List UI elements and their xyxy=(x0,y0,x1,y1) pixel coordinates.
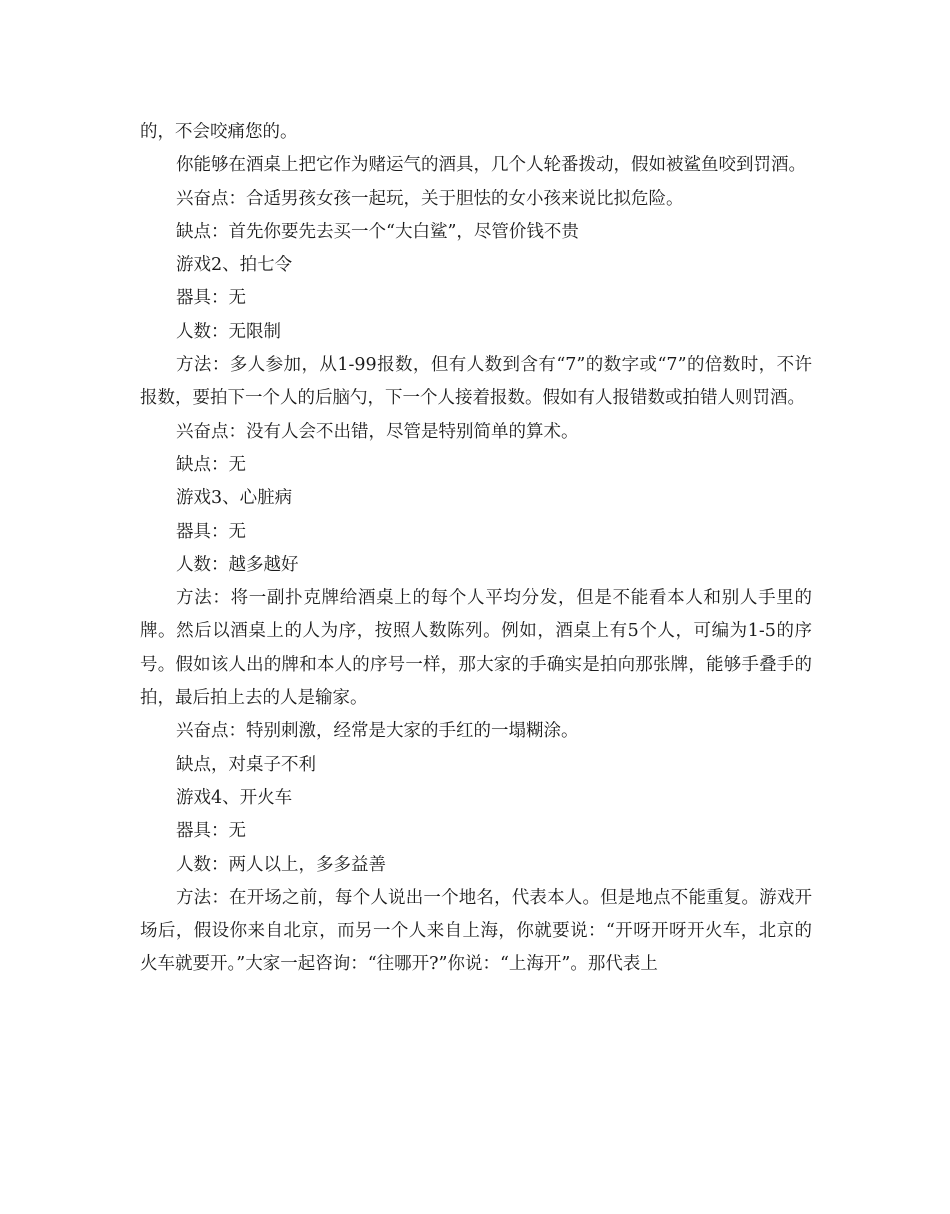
paragraph-11: 游戏3、心脏病 xyxy=(176,488,293,509)
paragraph-16: 缺点，对桌子不利 xyxy=(176,754,316,775)
paragraph-3: 兴奋点：合适男孩女孩一起玩，关于胆怯的女小孩来说比拟危险。 xyxy=(176,188,684,209)
paragraph-13: 人数：越多越好 xyxy=(176,554,299,575)
paragraph-5: 游戏2、拍七令 xyxy=(176,255,293,276)
paragraph-14: 方法：将一副扑克牌给酒桌上的每个人平均分发，但是不能看本人和别人手里的牌。然后以酒桌上的人为序，按照人数陈列。例如，酒桌上有5个人，可编为1-5的序号。假如该人出的牌和本人的序号一样，那大家的手确实是拍向那张牌，能够手叠手的拍，最后拍上去的人是输家。 xyxy=(140,588,812,709)
paragraph-6: 器具：无 xyxy=(176,288,246,309)
paragraph-19: 人数：两人以上，多多益善 xyxy=(176,854,386,875)
paragraph-15: 兴奋点：特别刺激，经常是大家的手红的一塌糊涂。 xyxy=(176,721,579,742)
paragraph-9: 兴奋点：没有人会不出错，尽管是特别简单的算术。 xyxy=(176,421,579,442)
paragraph-17: 游戏4、开火车 xyxy=(176,787,293,808)
paragraph-7: 人数：无限制 xyxy=(176,321,281,342)
document-body xyxy=(140,116,812,982)
paragraph-1: 的，不会咬痛您的。 xyxy=(140,122,298,142)
paragraph-4: 缺点：首先你要先去买一个“大白鲨”，尽管价钱不贵 xyxy=(176,221,579,242)
paragraph-2: 你能够在酒桌上把它作为赌运气的酒具，几个人轮番拨动，假如被鲨鱼咬到罚酒。 xyxy=(176,155,806,176)
paragraph-12: 器具：无 xyxy=(176,521,246,542)
paragraph-20: 方法：在开场之前，每个人说出一个地名，代表本人。但是地点不能重复。游戏开场后，假设你来自北京，而另一个人来自上海，你就要说：“开呀开呀开火车，北京的火车就要开。”大家一起咨询：“往哪开?”你说：“上海开”。那代表上 xyxy=(140,887,812,975)
paragraph-8: 方法：多人参加，从1-99报数，但有人数到含有“7”的数字或“7”的倍数时，不许报数，要拍下一个人的后脑勺，下一个人接着报数。假如有人报错数或拍错人则罚酒。 xyxy=(140,355,812,409)
paragraph-18: 器具：无 xyxy=(176,821,246,842)
paragraph-10: 缺点：无 xyxy=(176,454,246,475)
